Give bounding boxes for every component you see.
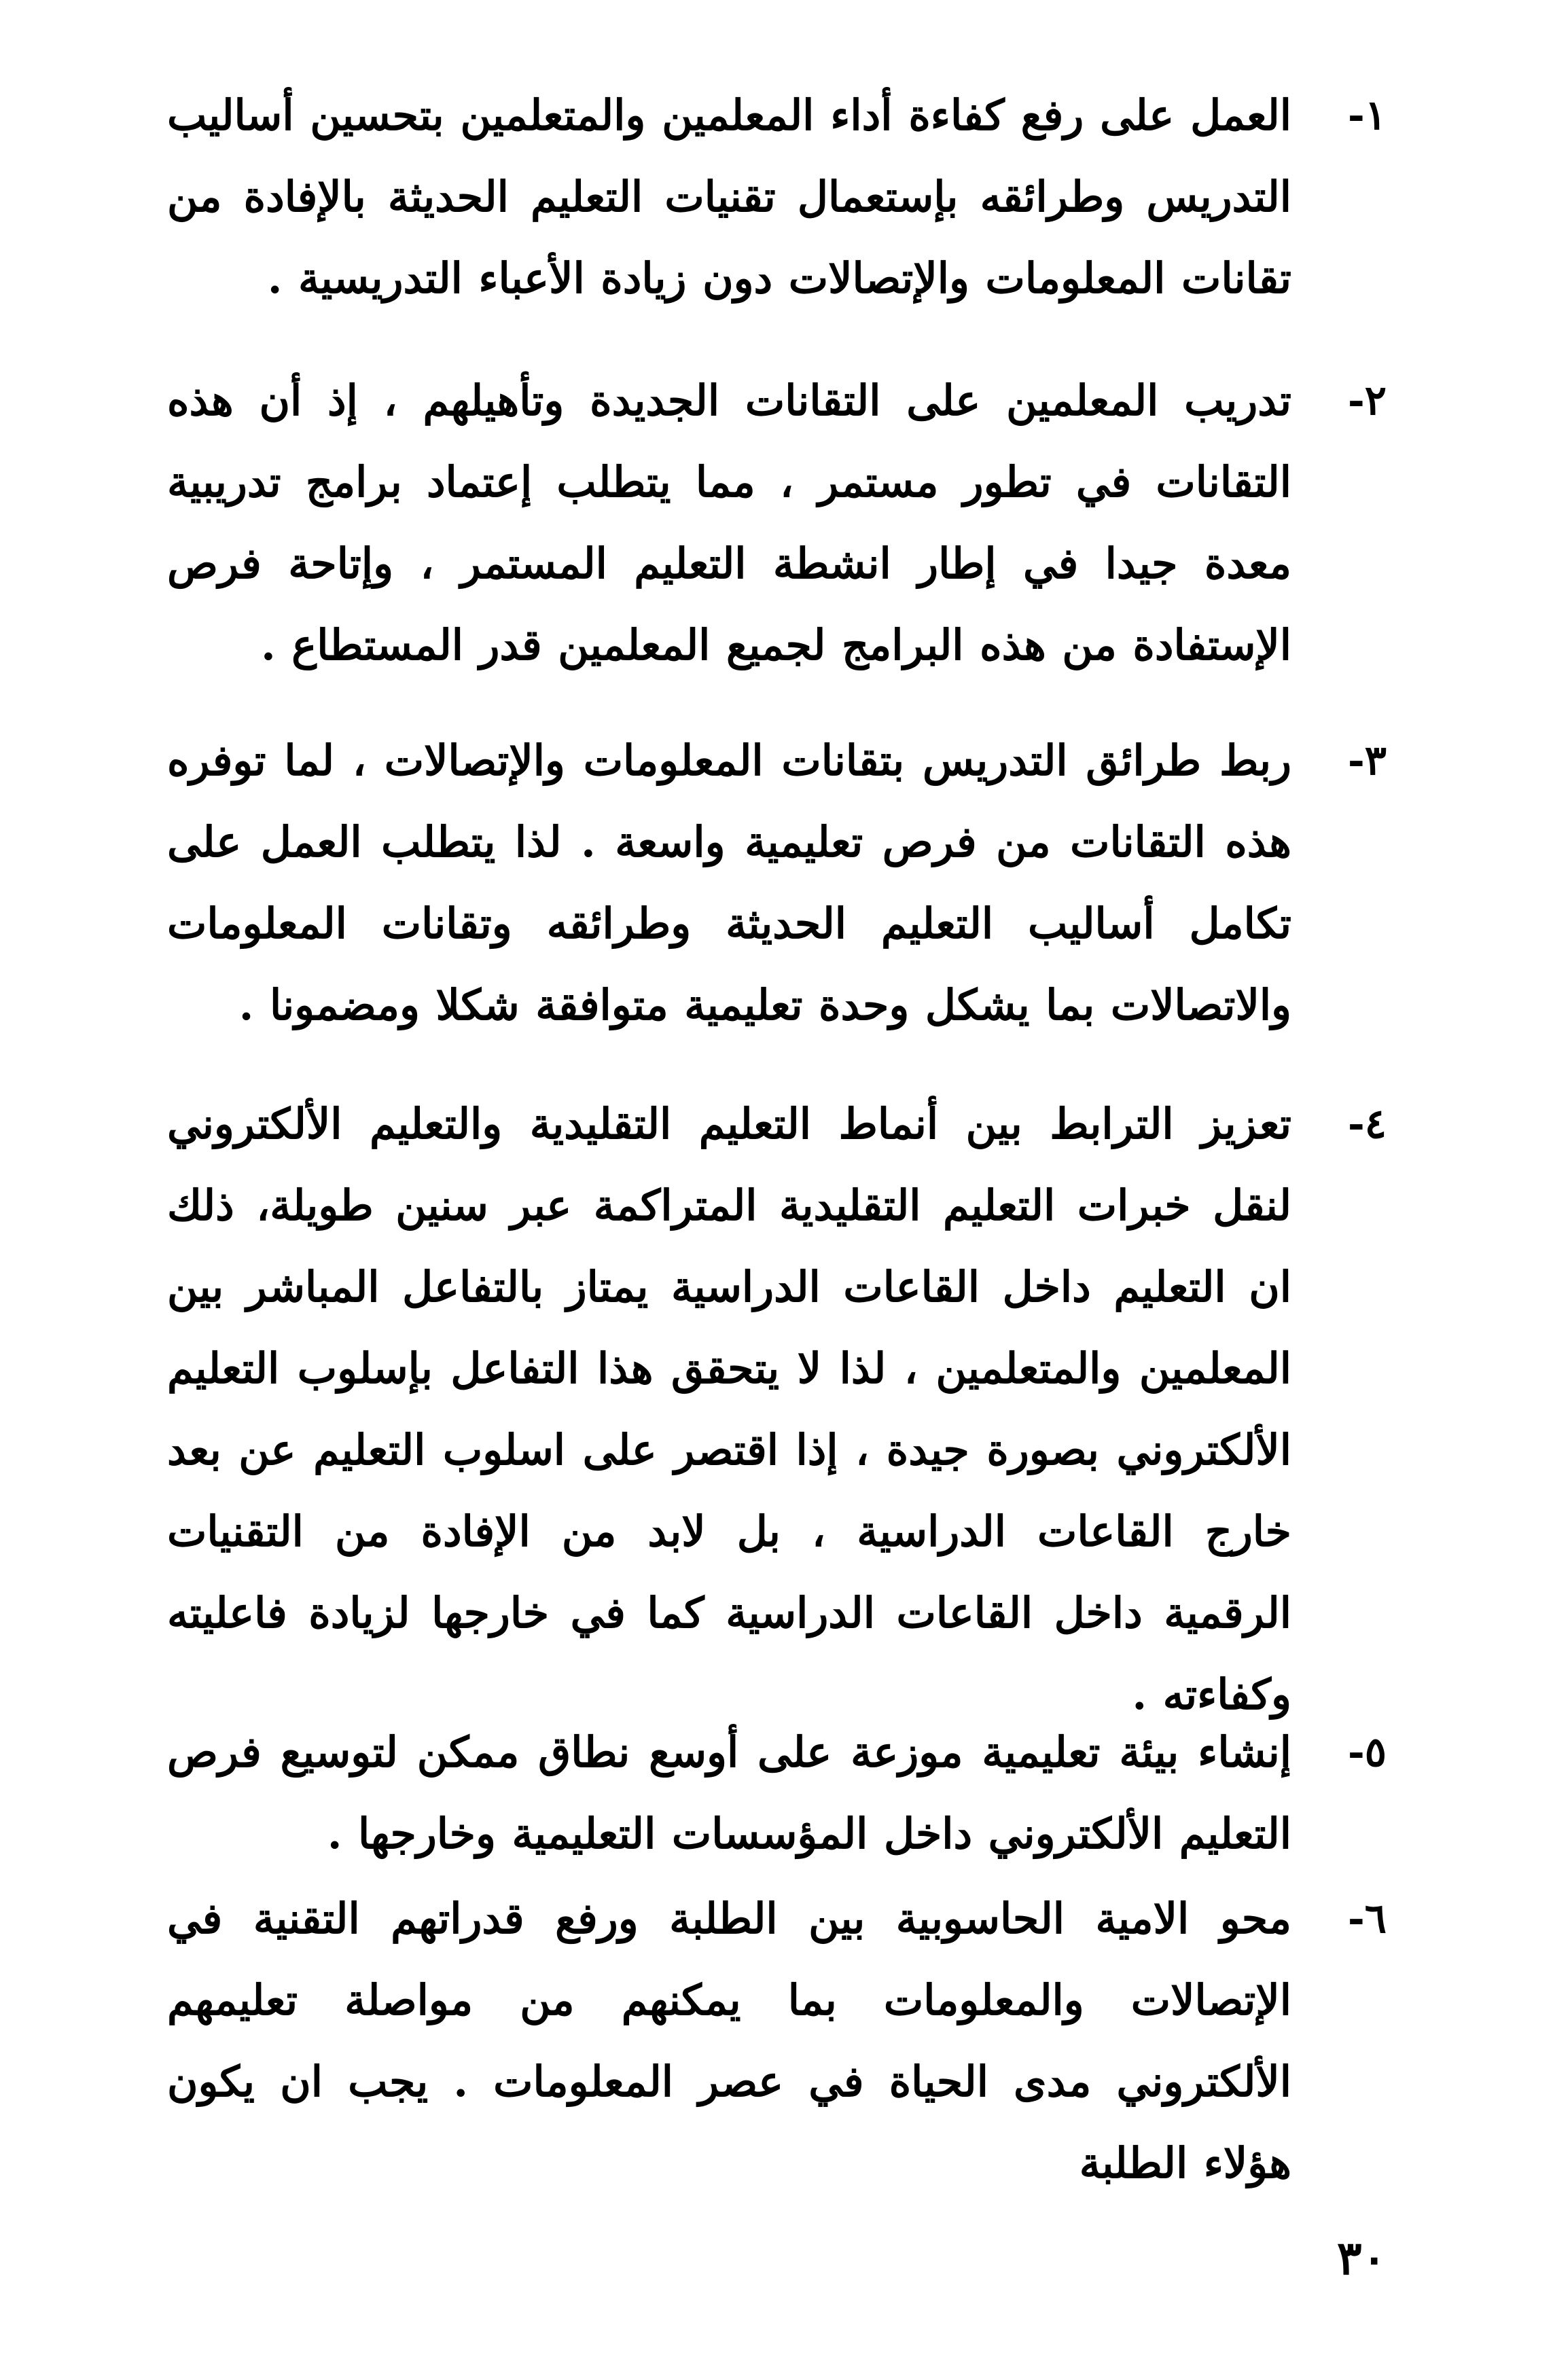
item-text: إنشاء بيئة تعليمية موزعة على أوسع نطاق ممكن لتوسيع فرص التعليم الألكتروني داخل المؤسسات التعليمية وخارجها . <box>167 1727 1291 1858</box>
item-number: ٦- <box>1347 1895 1387 1943</box>
list-item <box>167 1083 1387 1735</box>
item-text: محو الامية الحاسوبية بين الطلبة ورفع قدراتهم التقنية في الإتصالات والمعلومات بما يمكنهم من مواصلة تعليمهم الألكتروني مدى الحياة في عصر المعلومات . يجب ان يكون هؤلاء الطلبة <box>167 1894 1291 2188</box>
item-text: العمل على رفع كفاءة أداء المعلمين والمتعلمين بتحسين أساليب التدريس وطرائقه بإستعمال تقنيات التعليم الحديثة بالإفادة من تقانات المعلومات والإتصالات دون زيادة الأعباء التدريسية . <box>167 90 1291 303</box>
item-number: ٢- <box>1347 377 1387 425</box>
item-number: ٥- <box>1347 1729 1387 1776</box>
item-number: ٣- <box>1347 737 1387 785</box>
item-number: ١- <box>1347 92 1387 139</box>
list-item <box>167 75 1387 319</box>
item-text: تعزيز الترابط بين أنماط التعليم التقليدية والتعليم الألكتروني لنقل خبرات التعليم التقليدية المتراكمة عبر سنين طويلة، ذلك ان التعليم داخل القاعات الدراسية يمتاز بالتفاعل المباشر بين المعلمين والمتعلمين ، لذا لا يتحقق هذا التفاعل بإسلوب التعليم الألكتروني بصورة جيدة ، إذا اقتصر على اسلوب التعليم عن بعد خارج القاعات الدراسية ، بل لابد من الإفادة من التقنيات الرقمية داخل القاعات الدراسية كما في خارجها لزيادة فاعليته وكفاءته . <box>167 1099 1291 1719</box>
item-number: ٤- <box>1347 1100 1387 1148</box>
list-item <box>167 720 1387 1046</box>
item-text: تدريب المعلمين على التقانات الجديدة وتأهيلهم ، إذ أن هذه التقانات في تطور مستمر ، مما يتطلب إعتماد برامج تدريبية معدة جيدا في إطار انشطة التعليم المستمر ، وإتاحة فرص الإستفادة من هذه البرامج لجميع المعلمين قدر المستطاع . <box>167 376 1291 670</box>
item-text: ربط طرائق التدريس بتقانات المعلومات والإتصالات ، لما توفره هذه التقانات من فرص تعليمية واسعة . لذا يتطلب العمل على تكامل أساليب التعليم الحديثة وطرائقه وتقانات المعلومات والاتصالات بما يشكل وحدة تعليمية متوافقة شكلا ومضمونا . <box>167 736 1291 1030</box>
page-number: ٣٠ <box>1336 2231 1387 2286</box>
list-item <box>167 1712 1387 1875</box>
list-item <box>167 1878 1387 2188</box>
list-item <box>167 360 1387 686</box>
